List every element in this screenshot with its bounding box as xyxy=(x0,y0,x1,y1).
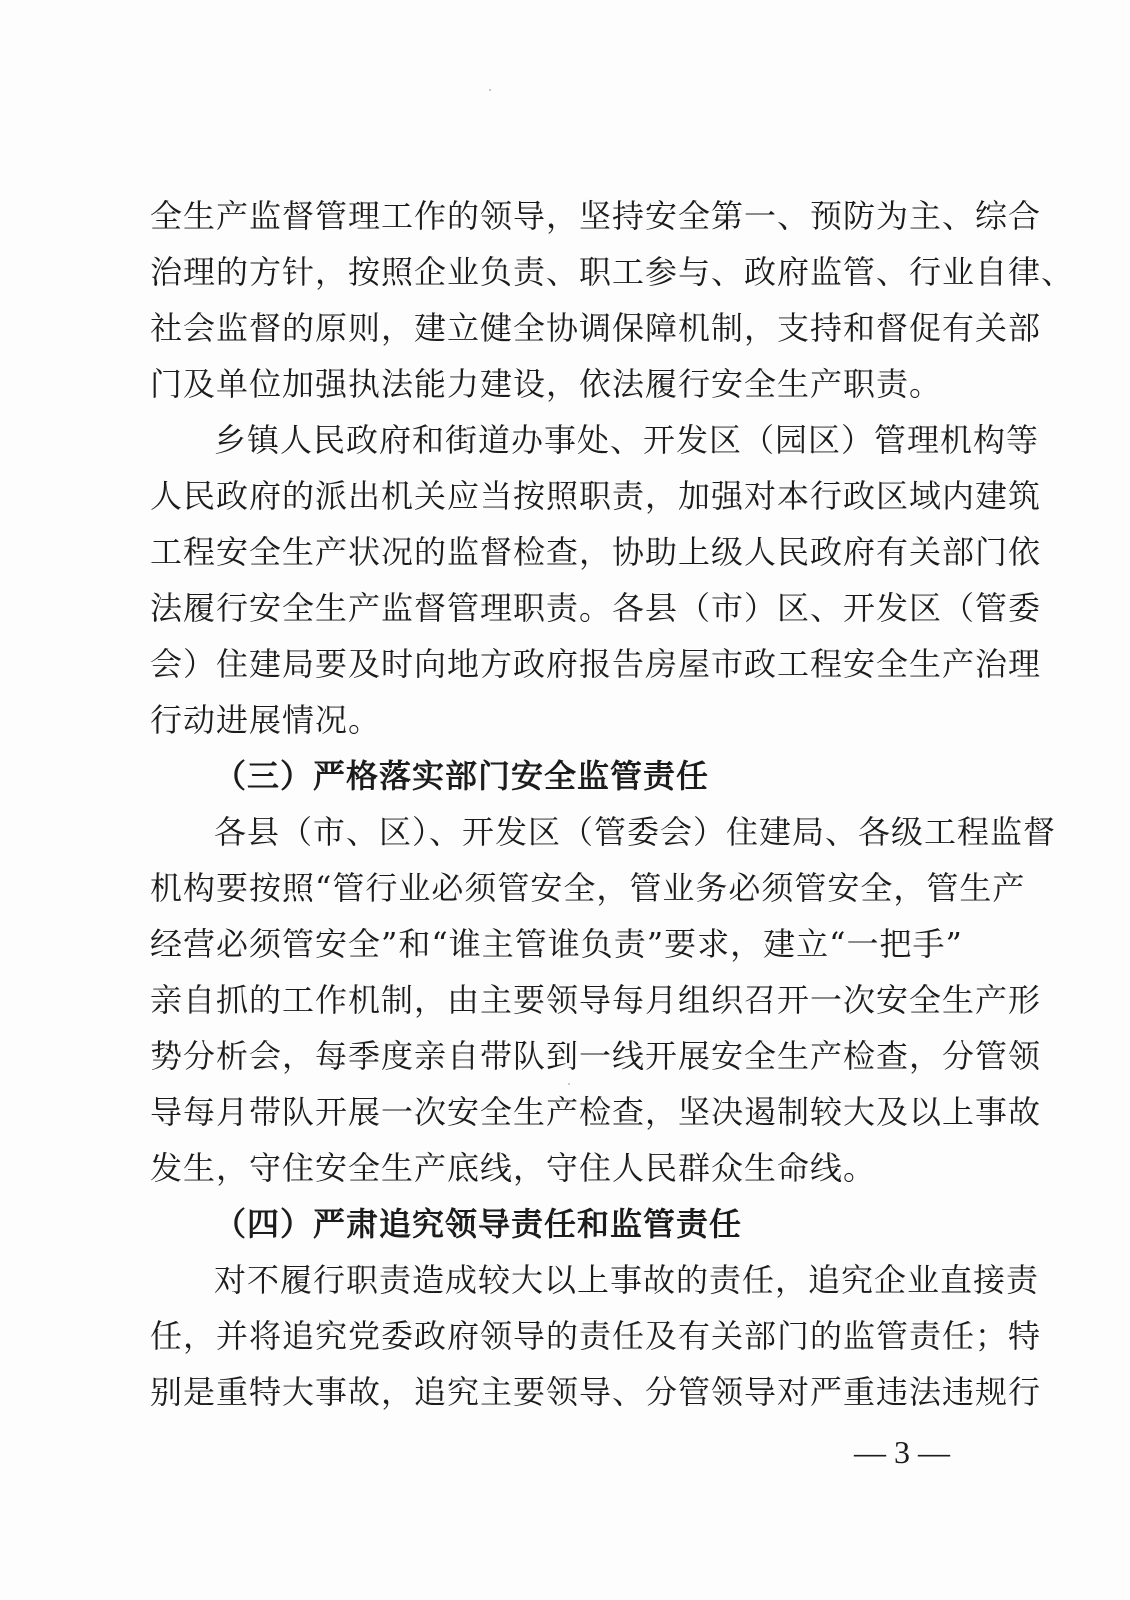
paragraph-3-line-5: 势分析会，每季度亲自带队到一线开展安全生产检查，分管领 xyxy=(150,1037,1042,1075)
paragraph-3-line-1: 各县（市、区）、开发区（管委会）住建局、各级工程监督 xyxy=(214,813,1057,851)
page-number: — 3 — xyxy=(854,1434,950,1470)
paragraph-4-line-3: 别是重特大事故，追究主要领导、分管领导对严重违法违规行 xyxy=(150,1373,1042,1411)
paragraph-1-line-2: 治理的方针，按照企业负责、职工参与、政府监管、行业自律、 xyxy=(150,253,1075,291)
paragraph-1-line-1: 全生产监督管理工作的领导，坚持安全第一、预防为主、综合 xyxy=(150,197,1042,235)
paragraph-3-line-7: 发生，守住安全生产底线，守住人民群众生命线。 xyxy=(150,1149,877,1187)
paragraph-1-line-4: 门及单位加强执法能力建设，依法履行安全生产职责。 xyxy=(150,365,943,403)
section-heading-4: （四）严肃追究领导责任和监管责任 xyxy=(214,1205,743,1243)
scan-speck xyxy=(489,89,491,91)
scan-speck xyxy=(568,1083,570,1085)
section-heading-3: （三）严格落实部门安全监管责任 xyxy=(214,757,710,795)
paragraph-3-line-6: 导每月带队开展一次安全生产检查，坚决遏制较大及以上事故 xyxy=(150,1093,1042,1131)
paragraph-1-line-3: 社会监督的原则，建立健全协调保障机制，支持和督促有关部 xyxy=(150,309,1042,347)
paragraph-2-line-4: 法履行安全生产监督管理职责。各县（市）区、开发区（管委 xyxy=(150,589,1042,627)
paragraph-4-line-2: 任，并将追究党委政府领导的责任及有关部门的监管责任；特 xyxy=(150,1317,1042,1355)
paragraph-3-line-4: 亲自抓的工作机制，由主要领导每月组织召开一次安全生产形 xyxy=(150,981,1042,1019)
paragraph-3-line-3: 经营必须管安全”和“谁主管谁负责”要求，建立“一把手” xyxy=(150,925,963,963)
paragraph-3-line-2: 机构要按照“管行业必须管安全，管业务必须管安全，管生产 xyxy=(150,869,1026,907)
paragraph-2-line-6: 行动进展情况。 xyxy=(150,701,382,739)
paragraph-2-line-2: 人民政府的派出机关应当按照职责，加强对本行政区域内建筑 xyxy=(150,477,1042,515)
paragraph-2-line-1: 乡镇人民政府和街道办事处、开发区（园区）管理机构等 xyxy=(214,421,1040,459)
paragraph-2-line-3: 工程安全生产状况的监督检查，协助上级人民政府有关部门依 xyxy=(150,533,1042,571)
paragraph-2-line-5: 会）住建局要及时向地方政府报告房屋市政工程安全生产治理 xyxy=(150,645,1042,683)
paragraph-4-line-1: 对不履行职责造成较大以上事故的责任，追究企业直接责 xyxy=(214,1261,1040,1299)
